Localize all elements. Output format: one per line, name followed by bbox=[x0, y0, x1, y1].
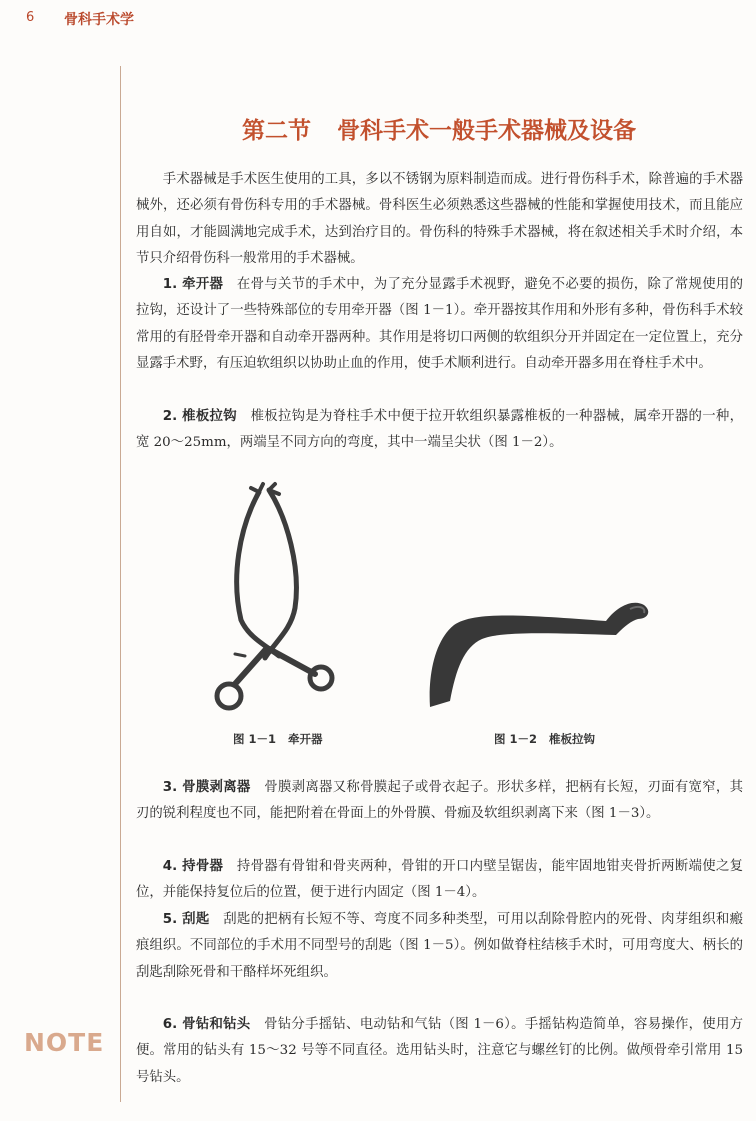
page-number: 6 bbox=[26, 10, 35, 25]
figure-label: 图 1－1 bbox=[233, 732, 277, 746]
item-paragraph-bone-holder bbox=[136, 854, 743, 907]
running-title: 骨科手术学 bbox=[64, 12, 134, 28]
figure-caption-text: 牵开器 bbox=[288, 732, 323, 746]
figure-retractor-image bbox=[205, 478, 345, 718]
item-text: 骨膜剥离器又称骨膜起子或骨衣起子。形状多样，把柄有长短，刃面有宽窄，其刃的锐利程度也不同，能把附着在骨面上的外骨膜、骨痂及软组织剥离下来（图 1－3）。 bbox=[136, 780, 743, 822]
item-paragraph-retractor bbox=[136, 272, 743, 377]
item-heading: 4. 持骨器 bbox=[162, 859, 224, 874]
figure-caption-2 bbox=[494, 731, 595, 747]
item-heading: 6. 骨钻和钻头 bbox=[162, 1017, 251, 1032]
intro-paragraph: 手术器械是手术医生使用的工具，多以不锈钢为原料制造而成。进行骨伤科手术，除普遍的手术器械外，还必须有骨伤科专用的手术器械。骨科医生必须熟悉这些器械的性能和掌握使用技术，而且能应用自如，才能圆满地完成手术，达到治疗目的。骨伤科的特殊手术器械，将在叙述相关手术时介绍，本节只介绍骨伤科一般常用的手术器械。 bbox=[136, 172, 743, 266]
section-number: 第二节 bbox=[242, 118, 311, 144]
figure-caption-text: 椎板拉钩 bbox=[549, 732, 596, 746]
item-heading: 5. 刮匙 bbox=[162, 912, 210, 927]
item-paragraph-curette bbox=[136, 907, 743, 986]
section-heading bbox=[136, 112, 742, 145]
item-paragraph-periosteal-elevator bbox=[136, 775, 743, 828]
section-title: 骨科手术一般手术器械及设备 bbox=[337, 118, 636, 144]
lamina-hook-illustration bbox=[420, 585, 665, 720]
item-text: 椎板拉钩是为脊柱手术中便于拉开软组织暴露椎板的一种器械，属牵开器的一种，宽 20～25mm，两端呈不同方向的弯度，其中一端呈尖状（图 1－2）。 bbox=[136, 409, 743, 451]
retractor-illustration bbox=[205, 478, 345, 718]
figure-label: 图 1－2 bbox=[494, 732, 538, 746]
item-heading: 1. 牵开器 bbox=[162, 277, 224, 292]
item-text: 在骨与关节的手术中，为了充分显露手术视野，避免不必要的损伤，除了常规使用的拉钩，还设计了一些特殊部位的专用牵开器（图 1－1）。牵开器按其作用和外形有多种，骨伤科手术较常用的有胫骨牵开器和自动牵开器两种。其作用是将切口两侧的软组织分开并固定在一定位置上，充分显露手术野，有压迫软组织以协助止血的作用，使手术顺利进行。自动牵开器多用在脊柱手术中。 bbox=[136, 277, 743, 371]
item-text: 骨钻分手摇钻、电动钻和气钻（图 1－6）。手摇钻构造简单，容易操作，使用方便。常用的钻头有 15～32 号等不同直径。选用钻头时，注意它与螺丝钉的比例。做颅骨牵引常用 15 号钻头。 bbox=[136, 1017, 744, 1085]
item-paragraph-bone-drill bbox=[136, 1012, 743, 1091]
item-paragraph-lamina-hook bbox=[136, 404, 743, 457]
item-heading: 2. 椎板拉钩 bbox=[162, 409, 237, 424]
figure-lamina-hook-image bbox=[420, 585, 665, 720]
item-text: 刮匙的把柄有长短不等、弯度不同多种类型，可用以刮除骨腔内的死骨、肉芽组织和瘢痕组织。不同部位的手术用不同型号的刮匙（图 1－5）。例如做脊柱结核手术时，可用弯度大、柄长的刮匙刮除死骨和干酪样坏死组织。 bbox=[136, 912, 743, 980]
figure-caption-1 bbox=[233, 731, 323, 747]
note-margin-mark: NOTE bbox=[24, 1028, 105, 1057]
item-heading: 3. 骨膜剥离器 bbox=[162, 780, 251, 795]
margin-rule bbox=[120, 66, 121, 1102]
item-text: 持骨器有骨钳和骨夹两种，骨钳的开口内壁呈锯齿，能牢固地钳夹骨折两断端使之复位，并能保持复位后的位置，便于进行内固定（图 1－4）。 bbox=[136, 859, 743, 901]
